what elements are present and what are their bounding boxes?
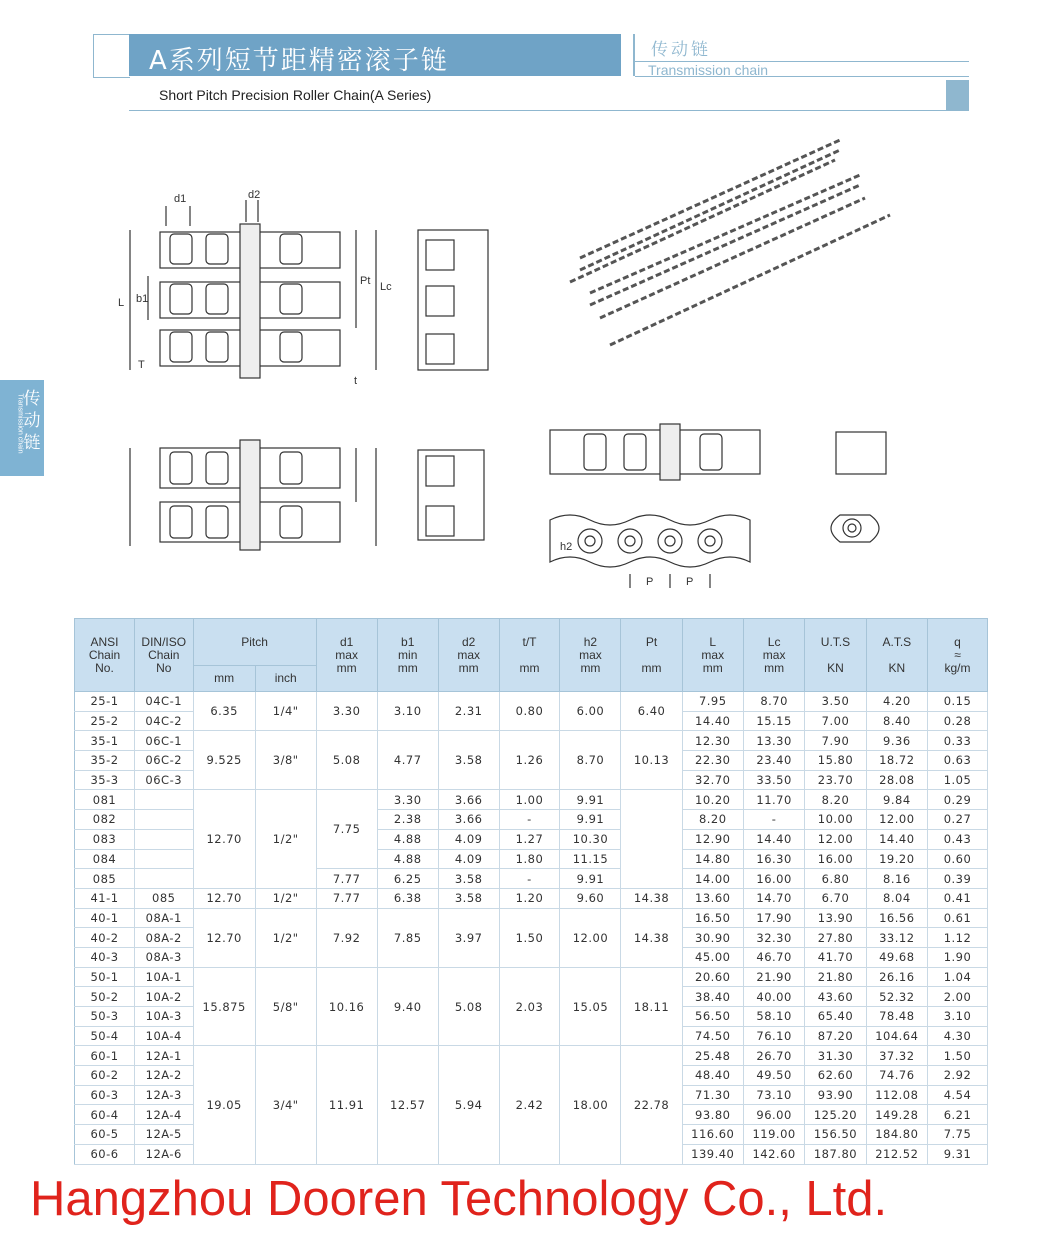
header-L: L max mm [682,619,743,692]
cell-uts: 43.60 [805,987,866,1007]
cell-b1: 2.38 [377,810,438,830]
cell-Lc: 40.00 [743,987,804,1007]
cell-b1: 7.85 [377,908,438,967]
cell-ansi: 35-2 [75,751,135,771]
cell-ansi: 50-2 [75,987,135,1007]
cell-din: 12A-2 [134,1066,193,1086]
cell-uts: 31.30 [805,1046,866,1066]
cell-ansi: 60-4 [75,1105,135,1125]
cell-uts: 156.50 [805,1125,866,1145]
cell-Lc: 73.10 [743,1085,804,1105]
cell-h2: 9.60 [560,888,621,908]
label-d1: d1 [174,193,187,205]
cell-ats: 14.40 [866,829,927,849]
page-title: A系列短节距精密滚子链 [149,46,449,76]
cell-Lc: 119.00 [743,1125,804,1145]
cell-pitch-inch: 1/2" [255,908,316,967]
cell-ats: 12.00 [866,810,927,830]
cell-L: 30.90 [682,928,743,948]
cell-tT: 0.80 [499,692,560,731]
cell-din: 04C-2 [134,711,193,731]
side-tab-label-cn: 传动链 [23,389,41,453]
cell-uts: 7.00 [805,711,866,731]
table-row [75,908,988,928]
table-row [75,967,988,987]
cell-pitch-mm: 19.05 [193,1046,255,1164]
cell-ats: 9.36 [866,731,927,751]
cell-ansi: 50-4 [75,1026,135,1046]
cell-din: 06C-3 [134,770,193,790]
category-label-en: Transmission chain [648,62,769,78]
cell-d1: 3.30 [316,692,377,731]
header-b1: b1 min mm [377,619,438,692]
cell-din [134,829,193,849]
cell-Lc: 32.30 [743,928,804,948]
header-h2: h2 max mm [560,619,621,692]
cell-ansi: 50-1 [75,967,135,987]
cell-L: 14.40 [682,711,743,731]
page-header [93,34,969,110]
cell-uts: 8.20 [805,790,866,810]
cell-b1: 3.10 [377,692,438,731]
cell-q: 0.28 [928,711,988,731]
cell-L: 139.40 [682,1144,743,1164]
company-name: Hangzhou Dooren Technology Co., Ltd. [30,1172,888,1226]
cell-din: 12A-5 [134,1125,193,1145]
cell-pitch-mm: 12.70 [193,790,255,888]
cell-din: 12A-1 [134,1046,193,1066]
cell-d2: 4.09 [438,849,499,869]
cell-Lc: - [743,810,804,830]
header-din: DIN/ISO Chain No [134,619,193,692]
header-q: q ≈ kg/m [928,619,988,692]
cell-b1: 3.30 [377,790,438,810]
cell-pitch-mm: 9.525 [193,731,255,790]
label-b1: b1 [136,293,149,305]
label-T: T [138,359,145,371]
cell-din: 10A-1 [134,967,193,987]
cell-b1: 4.88 [377,849,438,869]
cell-ats: 9.84 [866,790,927,810]
cell-din [134,790,193,810]
header-frame [93,34,130,78]
cell-L: 116.60 [682,1125,743,1145]
cell-Lc: 23.40 [743,751,804,771]
cell-b1: 6.25 [377,869,438,889]
cell-q: 4.54 [928,1085,988,1105]
cell-q: 1.50 [928,1046,988,1066]
label-P-1: P [646,576,654,588]
cell-ansi: 60-1 [75,1046,135,1066]
side-tab-label-en: Transmission chain [16,393,24,454]
cell-ansi: 082 [75,810,135,830]
cell-din: 08A-1 [134,908,193,928]
table-row [75,790,988,810]
cell-ats: 4.20 [866,692,927,712]
category-divider [633,34,635,76]
cell-d2: 3.58 [438,888,499,908]
double-strand-drawing [130,440,484,550]
cell-q: 0.27 [928,810,988,830]
cell-uts: 65.40 [805,1007,866,1027]
label-P-2: P [686,576,694,588]
cell-d2: 3.66 [438,810,499,830]
cell-q: 9.31 [928,1144,988,1164]
cell-uts: 13.90 [805,908,866,928]
cell-q: 1.90 [928,947,988,967]
cell-q: 0.43 [928,829,988,849]
cell-pt [621,790,682,888]
cell-L: 71.30 [682,1085,743,1105]
cell-din: 06C-1 [134,731,193,751]
cell-pt: 18.11 [621,967,682,1046]
spec-table [74,618,988,1165]
cell-uts: 15.80 [805,751,866,771]
cell-d2: 4.09 [438,829,499,849]
cell-q: 0.61 [928,908,988,928]
single-strand-drawing [550,424,886,588]
cell-ats: 104.64 [866,1026,927,1046]
cell-uts: 62.60 [805,1066,866,1086]
cell-pitch-mm: 15.875 [193,967,255,1046]
header-pitch: Pitch [193,619,316,666]
label-t: t [354,375,358,387]
cell-L: 13.60 [682,888,743,908]
cell-uts: 12.00 [805,829,866,849]
cell-Lc: 8.70 [743,692,804,712]
cell-L: 32.70 [682,770,743,790]
cell-Lc: 14.70 [743,888,804,908]
cell-L: 12.90 [682,829,743,849]
cell-pitch-inch: 3/4" [255,1046,316,1164]
cell-d2: 3.58 [438,869,499,889]
cell-b1: 4.77 [377,731,438,790]
chain-diagrams [100,130,980,590]
cell-uts: 7.90 [805,731,866,751]
header-pitch-inch: inch [255,666,316,692]
cell-uts: 87.20 [805,1026,866,1046]
cell-pitch-inch: 1/4" [255,692,316,731]
cell-L: 25.48 [682,1046,743,1066]
cell-Lc: 46.70 [743,947,804,967]
cell-Lc: 15.15 [743,711,804,731]
category-label-cn: 传动链 [651,40,711,60]
cell-L: 74.50 [682,1026,743,1046]
cell-ansi: 60-2 [75,1066,135,1086]
cell-L: 10.20 [682,790,743,810]
cell-pt: 14.38 [621,908,682,967]
cell-ansi: 35-1 [75,731,135,751]
cell-Lc: 76.10 [743,1026,804,1046]
cell-uts: 6.80 [805,869,866,889]
header-pitch-mm: mm [193,666,255,692]
cell-Lc: 13.30 [743,731,804,751]
cell-tT: 2.03 [499,967,560,1046]
header-uts: U.T.S KN [805,619,866,692]
cell-ats: 37.32 [866,1046,927,1066]
cell-b1: 12.57 [377,1046,438,1164]
cell-din: 10A-4 [134,1026,193,1046]
label-h2: h2 [560,541,573,553]
cell-d2: 5.94 [438,1046,499,1164]
cell-ats: 49.68 [866,947,927,967]
cell-q: 0.39 [928,869,988,889]
cell-q: 0.33 [928,731,988,751]
cell-Lc: 17.90 [743,908,804,928]
label-d2: d2 [248,189,261,201]
cell-ats: 8.16 [866,869,927,889]
cell-Lc: 33.50 [743,770,804,790]
cell-ansi: 25-2 [75,711,135,731]
cell-h2: 18.00 [560,1046,621,1164]
cell-tT: - [499,869,560,889]
cell-b1: 9.40 [377,967,438,1046]
cell-ansi: 084 [75,849,135,869]
cell-pt: 10.13 [621,731,682,790]
cell-uts: 187.80 [805,1144,866,1164]
cell-uts: 125.20 [805,1105,866,1125]
cell-ansi: 60-3 [75,1085,135,1105]
cell-uts: 6.70 [805,888,866,908]
cell-d1: 10.16 [316,967,377,1046]
cell-d1: 7.92 [316,908,377,967]
cell-din: 10A-2 [134,987,193,1007]
cell-h2: 9.91 [560,790,621,810]
table-row [75,692,988,712]
cell-ansi: 40-3 [75,947,135,967]
page-subtitle: Short Pitch Precision Roller Chain(A Series) [159,87,432,103]
cell-ats: 19.20 [866,849,927,869]
chain-photo [570,140,890,345]
cell-pt: 14.38 [621,888,682,908]
cell-pt: 6.40 [621,692,682,731]
cell-ats: 78.48 [866,1007,927,1027]
cell-ansi: 081 [75,790,135,810]
cell-tT: 1.27 [499,829,560,849]
cell-tT: 2.42 [499,1046,560,1164]
cell-h2: 11.15 [560,849,621,869]
cell-din: 12A-3 [134,1085,193,1105]
cell-ats: 8.40 [866,711,927,731]
cell-L: 22.30 [682,751,743,771]
cell-tT: 1.80 [499,849,560,869]
header-ansi: ANSI Chain No. [75,619,135,692]
cell-q: 0.29 [928,790,988,810]
header-d2: d2 max mm [438,619,499,692]
cell-Lc: 11.70 [743,790,804,810]
cell-q: 2.92 [928,1066,988,1086]
cell-d1: 7.77 [316,869,377,889]
cell-L: 45.00 [682,947,743,967]
triple-strand-drawing [130,200,488,378]
table-row [75,731,988,751]
cell-uts: 23.70 [805,770,866,790]
cell-ansi: 25-1 [75,692,135,712]
cell-ats: 26.16 [866,967,927,987]
cell-q: 7.75 [928,1125,988,1145]
cell-ansi: 50-3 [75,1007,135,1027]
header-pt: Pt mm [621,619,682,692]
cell-d2: 5.08 [438,967,499,1046]
cell-ats: 16.56 [866,908,927,928]
cell-ats: 184.80 [866,1125,927,1145]
cell-h2: 6.00 [560,692,621,731]
cell-pitch-inch: 5/8" [255,967,316,1046]
cell-q: 0.63 [928,751,988,771]
cell-Lc: 14.40 [743,829,804,849]
cell-uts: 16.00 [805,849,866,869]
cell-h2: 9.91 [560,810,621,830]
cell-ansi: 60-6 [75,1144,135,1164]
cell-din: 12A-6 [134,1144,193,1164]
cell-q: 1.04 [928,967,988,987]
cell-L: 16.50 [682,908,743,928]
spec-table-body [75,692,988,1165]
cell-ats: 212.52 [866,1144,927,1164]
cell-ats: 112.08 [866,1085,927,1105]
table-row [75,888,988,908]
cell-din [134,849,193,869]
cell-uts: 21.80 [805,967,866,987]
cell-d1: 7.75 [316,790,377,869]
cell-L: 14.80 [682,849,743,869]
cell-uts: 41.70 [805,947,866,967]
cell-Lc: 96.00 [743,1105,804,1125]
cell-h2: 12.00 [560,908,621,967]
cell-d2: 3.66 [438,790,499,810]
cell-L: 14.00 [682,869,743,889]
cell-q: 1.05 [928,770,988,790]
cell-d2: 3.58 [438,731,499,790]
cell-ansi: 40-2 [75,928,135,948]
header-d1: d1 max mm [316,619,377,692]
cell-Lc: 49.50 [743,1066,804,1086]
cell-L: 48.40 [682,1066,743,1086]
cell-q: 3.10 [928,1007,988,1027]
cell-din: 08A-3 [134,947,193,967]
cell-d2: 2.31 [438,692,499,731]
cell-h2: 10.30 [560,829,621,849]
header-ats: A.T.S KN [866,619,927,692]
subtitle-bar-end [946,80,969,110]
cell-tT: 1.50 [499,908,560,967]
cell-pitch-mm: 6.35 [193,692,255,731]
cell-d1: 11.91 [316,1046,377,1164]
cell-L: 20.60 [682,967,743,987]
cell-din: 08A-2 [134,928,193,948]
cell-q: 0.60 [928,849,988,869]
cell-uts: 27.80 [805,928,866,948]
table-row [75,1046,988,1066]
cell-ansi: 41-1 [75,888,135,908]
cell-L: 8.20 [682,810,743,830]
cell-ats: 74.76 [866,1066,927,1086]
cell-Lc: 16.30 [743,849,804,869]
cell-d1: 5.08 [316,731,377,790]
cell-uts: 93.90 [805,1085,866,1105]
cell-q: 4.30 [928,1026,988,1046]
cell-ansi: 083 [75,829,135,849]
cell-Lc: 58.10 [743,1007,804,1027]
cell-b1: 4.88 [377,829,438,849]
cell-din [134,869,193,889]
cell-q: 1.12 [928,928,988,948]
cell-uts: 3.50 [805,692,866,712]
cell-q: 6.21 [928,1105,988,1125]
cell-ats: 149.28 [866,1105,927,1125]
cell-d2: 3.97 [438,908,499,967]
cell-tT: 1.20 [499,888,560,908]
cell-ats: 52.32 [866,987,927,1007]
cell-q: 0.15 [928,692,988,712]
cell-din: 085 [134,888,193,908]
cell-pitch-inch: 1/2" [255,888,316,908]
label-L: L [118,297,125,309]
cell-ansi: 40-1 [75,908,135,928]
cell-ansi: 35-3 [75,770,135,790]
cell-Lc: 16.00 [743,869,804,889]
cell-ats: 28.08 [866,770,927,790]
cell-ats: 18.72 [866,751,927,771]
cell-h2: 8.70 [560,731,621,790]
cell-ansi: 60-5 [75,1125,135,1145]
cell-tT: - [499,810,560,830]
cell-ats: 8.04 [866,888,927,908]
cell-q: 2.00 [928,987,988,1007]
cell-L: 93.80 [682,1105,743,1125]
cell-d1: 7.77 [316,888,377,908]
cell-L: 12.30 [682,731,743,751]
cell-Lc: 26.70 [743,1046,804,1066]
cell-pitch-mm: 12.70 [193,908,255,967]
cell-din: 12A-4 [134,1105,193,1125]
label-Lc: Lc [380,281,392,293]
cell-din: 04C-1 [134,692,193,712]
cell-h2: 15.05 [560,967,621,1046]
cell-ansi: 085 [75,869,135,889]
cell-pitch-mm: 12.70 [193,888,255,908]
cell-pitch-inch: 3/8" [255,731,316,790]
cell-din: 10A-3 [134,1007,193,1027]
cell-din [134,810,193,830]
cell-L: 38.40 [682,987,743,1007]
cell-L: 56.50 [682,1007,743,1027]
header-tT: t/T mm [499,619,560,692]
header-Lc: Lc max mm [743,619,804,692]
cell-tT: 1.26 [499,731,560,790]
cell-Lc: 21.90 [743,967,804,987]
cell-uts: 10.00 [805,810,866,830]
cell-ats: 33.12 [866,928,927,948]
cell-L: 7.95 [682,692,743,712]
cell-pitch-inch: 1/2" [255,790,316,888]
cell-Lc: 142.60 [743,1144,804,1164]
cell-h2: 9.91 [560,869,621,889]
label-Pt: Pt [360,275,371,287]
cell-tT: 1.00 [499,790,560,810]
cell-pt: 22.78 [621,1046,682,1164]
cell-b1: 6.38 [377,888,438,908]
cell-q: 0.41 [928,888,988,908]
cell-din: 06C-2 [134,751,193,771]
